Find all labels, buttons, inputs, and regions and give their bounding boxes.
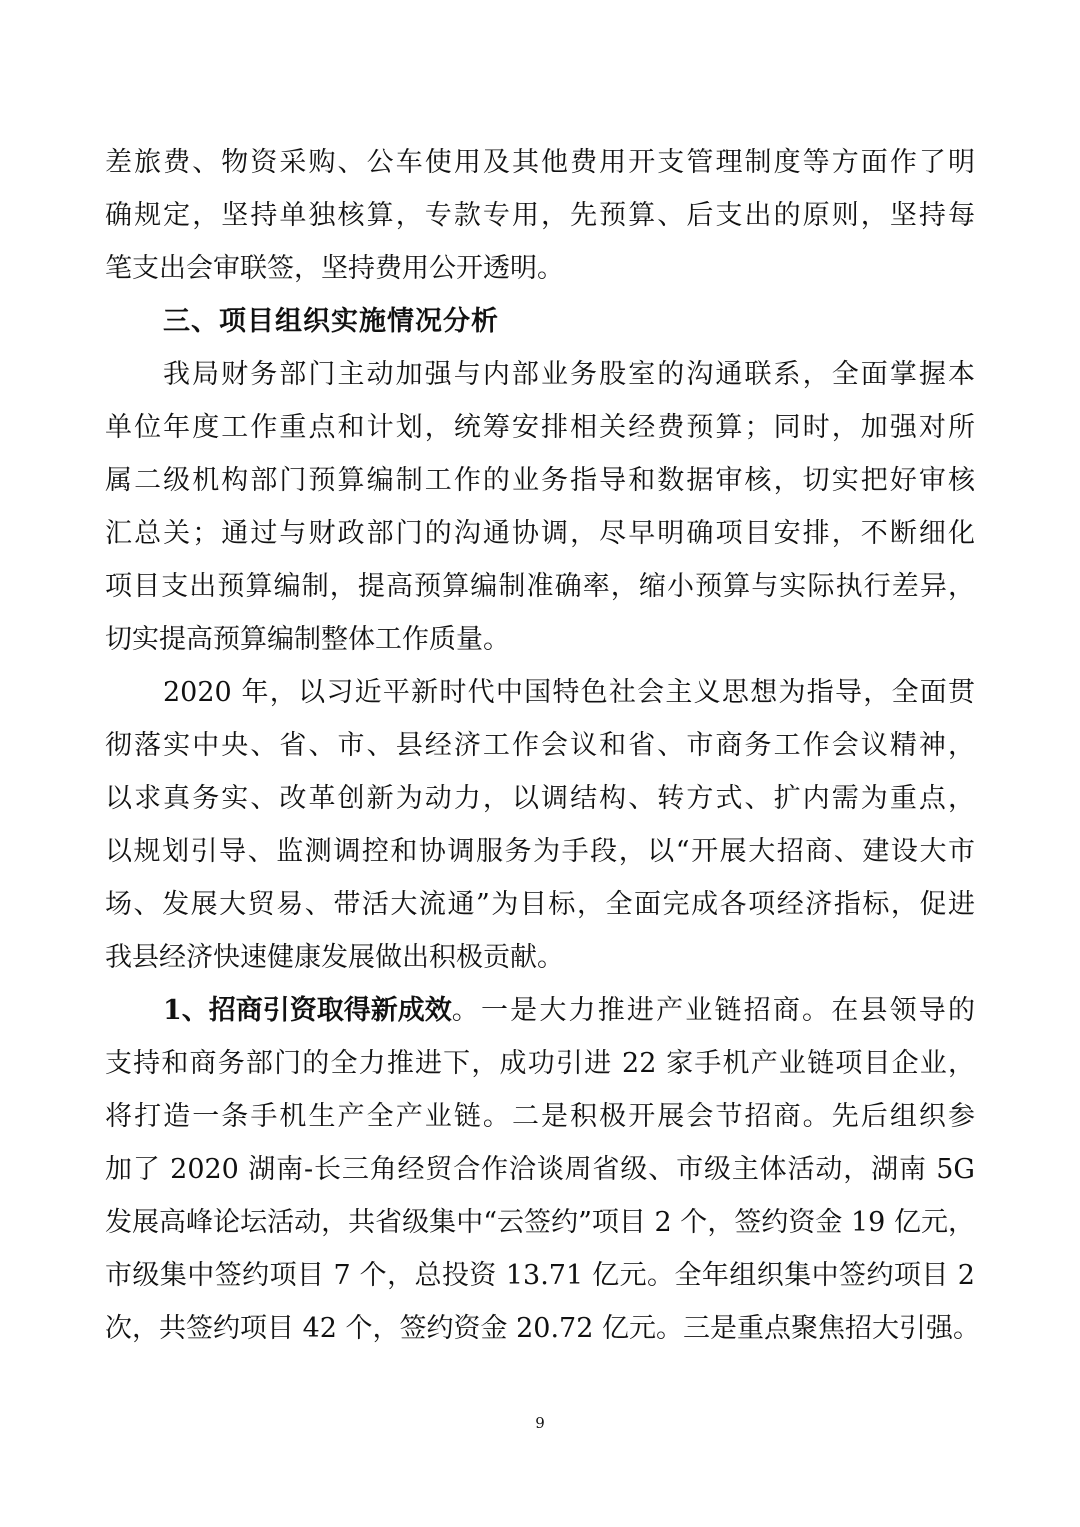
- text-line: 次，共签约项目 42 个，签约资金 20.72 亿元。三是重点聚焦招大引强。: [105, 1313, 980, 1344]
- text-line: 支持和商务部门的全力推进下，成功引进 22 家手机产业链项目企业，: [105, 1048, 975, 1079]
- paragraph-2020: [105, 666, 975, 984]
- text-line: 场、发展大贸易、带活大流通”为目标，全面完成各项经济指标，促进: [105, 889, 975, 920]
- text-line: 差旅费、物资采购、公车使用及其他费用开支管理制度等方面作了明: [105, 147, 975, 178]
- text-line: 汇总关；通过与财政部门的沟通协调，尽早明确项目安排，不断细化: [105, 518, 975, 549]
- paragraph-investment: [105, 984, 980, 1355]
- page-number: 9: [535, 1414, 545, 1432]
- text-line: 将打造一条手机生产全产业链。二是积极开展会节招商。先后组织参: [105, 1101, 975, 1132]
- text-line: 单位年度工作重点和计划，统筹安排相关经费预算；同时，加强对所: [105, 412, 975, 443]
- text-line: 彻落实中央、省、市、县经济工作会议和省、市商务工作会议精神，: [105, 730, 975, 761]
- subheading-investment: 1、招商引资取得新成效: [163, 995, 452, 1026]
- text-line: 发展高峰论坛活动，共省级集中“云签约”项目 2 个，签约资金 19 亿元，: [105, 1207, 975, 1238]
- text-line: 以规划引导、监测调控和协调服务为手段，以“开展大招商、建设大市: [105, 836, 975, 867]
- text-line: 确规定，坚持单独核算，专款专用，先预算、后支出的原则，坚持每: [105, 200, 975, 231]
- text-line: 项目支出预算编制，提高预算编制准确率，缩小预算与实际执行差异，: [105, 571, 975, 602]
- text-line: 以求真务实、改革创新为动力，以调结构、转方式、扩内需为重点，: [105, 783, 975, 814]
- text-line: 我局财务部门主动加强与内部业务股室的沟通联系，全面掌握本: [163, 359, 975, 390]
- text-span: 。一是大力推进产业链招商。在县领导的: [451, 995, 975, 1026]
- text-line: 我县经济快速健康发展做出积极贡献。: [105, 942, 564, 973]
- section-heading: 三、项目组织实施情况分析: [163, 306, 499, 337]
- paragraph-budget: [105, 348, 975, 666]
- text-line: 市级集中签约项目 7 个，总投资 13.71 亿元。全年组织集中签约项目 2: [105, 1260, 975, 1291]
- text-line: 加了 2020 湖南-长三角经贸合作洽谈周省级、市级主体活动，湖南 5G: [105, 1154, 975, 1185]
- paragraph-expense-rules: [105, 136, 975, 295]
- document-body: [105, 136, 980, 1355]
- text-line: 笔支出会审联签，坚持费用公开透明。: [105, 253, 564, 284]
- text-line: [105, 984, 975, 1037]
- text-line: 2020 年，以习近平新时代中国特色社会主义思想为指导，全面贯: [163, 677, 975, 708]
- text-line: 切实提高预算编制整体工作质量。: [105, 624, 510, 655]
- text-line: 属二级机构部门预算编制工作的业务指导和数据审核，切实把好审核: [105, 465, 975, 496]
